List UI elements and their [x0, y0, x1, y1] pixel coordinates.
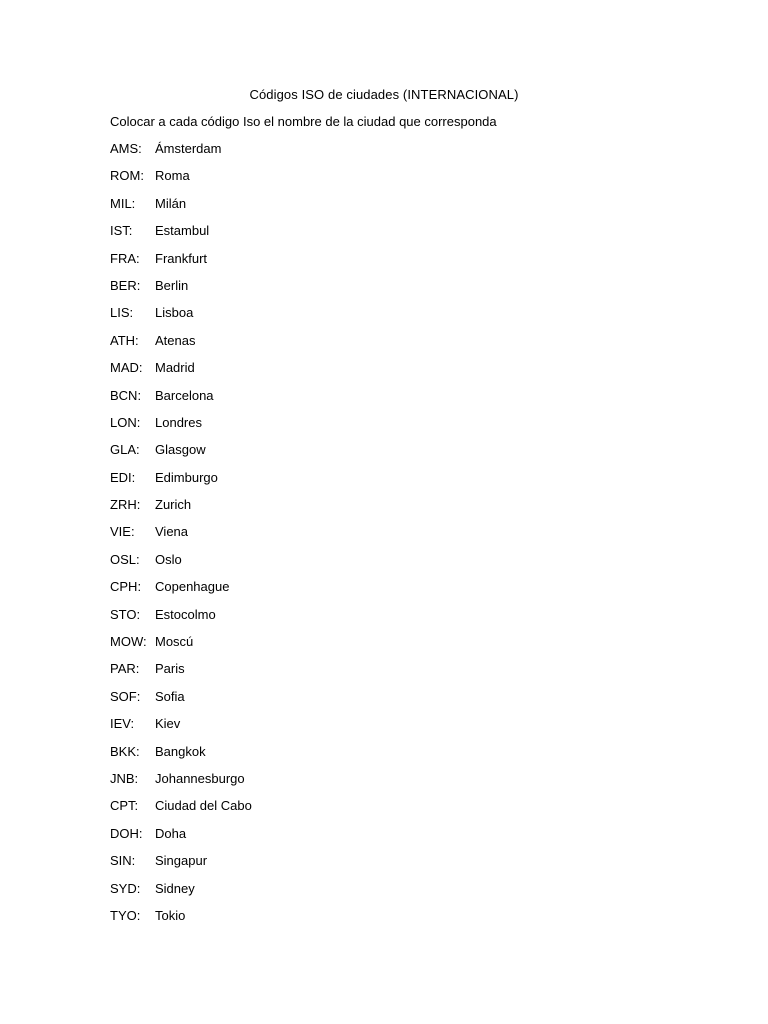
list-item [110, 770, 252, 797]
city-name: Moscú [155, 634, 194, 650]
iso-code: SOF: [110, 688, 141, 704]
list-item [110, 688, 252, 715]
iso-code: ATH: [110, 332, 139, 348]
list-item [110, 825, 252, 852]
city-name: Atenas [155, 332, 196, 348]
city-name: Edimburgo [155, 469, 218, 485]
city-name: Viena [155, 524, 189, 540]
iso-code: TYO: [110, 907, 141, 923]
iso-code: IEV: [110, 716, 135, 732]
list-item [110, 551, 252, 578]
city-name: Glasgow [155, 442, 206, 458]
city-name: Frankfurt [155, 250, 208, 266]
list-item [110, 195, 252, 222]
iso-code-list [110, 140, 252, 934]
list-item [110, 715, 252, 742]
iso-code: CPT: [110, 798, 139, 814]
list-item [110, 496, 252, 523]
iso-code: PAR: [110, 661, 140, 677]
iso-code: BKK: [110, 743, 140, 759]
iso-code: BER: [110, 277, 141, 293]
city-name: Paris [155, 661, 185, 677]
iso-code: MAD: [110, 360, 143, 376]
city-name: Roma [155, 168, 190, 184]
list-item [110, 387, 252, 414]
list-item [110, 167, 252, 194]
iso-code: JNB: [110, 770, 139, 786]
instruction-text: Colocar a cada código Iso el nombre de la ciudad que corresponda [110, 114, 497, 129]
list-item [110, 332, 252, 359]
iso-code: ROM: [110, 168, 144, 184]
list-item [110, 852, 252, 879]
iso-code: SIN: [110, 853, 136, 869]
city-name: Madrid [155, 360, 195, 376]
list-item [110, 304, 252, 331]
document-title: Códigos ISO de ciudades (INTERNACIONAL) [249, 87, 519, 102]
city-name: Berlin [155, 277, 189, 293]
iso-code: OSL: [110, 551, 140, 567]
city-name: Bangkok [155, 743, 206, 759]
city-name: Doha [155, 825, 187, 841]
list-item [110, 359, 252, 386]
iso-code: EDI: [110, 469, 136, 485]
list-item [110, 797, 252, 824]
iso-code: BCN: [110, 387, 142, 403]
city-name: Kiev [155, 716, 181, 732]
iso-code: MOW: [110, 634, 147, 650]
city-name: Zurich [155, 497, 192, 513]
list-item [110, 441, 252, 468]
list-item [110, 250, 252, 277]
city-name: Tokio [155, 907, 186, 923]
list-item [110, 880, 252, 907]
iso-code: IST: [110, 223, 133, 239]
list-item [110, 222, 252, 249]
city-name: Lisboa [155, 305, 194, 321]
city-name: Copenhague [155, 579, 230, 595]
city-name: Sidney [155, 880, 195, 896]
list-item [110, 578, 252, 605]
list-item [110, 140, 252, 167]
list-item [110, 606, 252, 633]
iso-code: CPH: [110, 579, 142, 595]
list-item [110, 633, 252, 660]
city-name: Sofia [155, 688, 185, 704]
iso-code: LON: [110, 414, 141, 430]
iso-code: GLA: [110, 442, 140, 458]
city-name: Barcelona [155, 387, 214, 403]
city-name: Oslo [155, 551, 182, 567]
list-item [110, 523, 252, 550]
iso-code: LIS: [110, 305, 134, 321]
list-item [110, 277, 252, 304]
iso-code: VIE: [110, 524, 135, 540]
list-item [110, 469, 252, 496]
city-name: Milán [155, 195, 187, 211]
iso-code: SYD: [110, 880, 141, 896]
iso-code: STO: [110, 606, 141, 622]
iso-code: MIL: [110, 195, 136, 211]
iso-code: DOH: [110, 825, 143, 841]
iso-code: FRA: [110, 250, 140, 266]
list-item [110, 907, 252, 934]
iso-code: ZRH: [110, 497, 141, 513]
city-name: Estambul [155, 223, 210, 239]
city-name: Singapur [155, 853, 208, 869]
list-item [110, 743, 252, 770]
city-name: Estocolmo [155, 606, 216, 622]
city-name: Londres [155, 414, 202, 430]
list-item [110, 660, 252, 687]
city-name: Ámsterdam [155, 141, 222, 156]
city-name: Ciudad del Cabo [155, 798, 252, 814]
list-item [110, 414, 252, 441]
iso-code: AMS: [110, 141, 142, 156]
city-name: Johannesburgo [155, 770, 245, 786]
